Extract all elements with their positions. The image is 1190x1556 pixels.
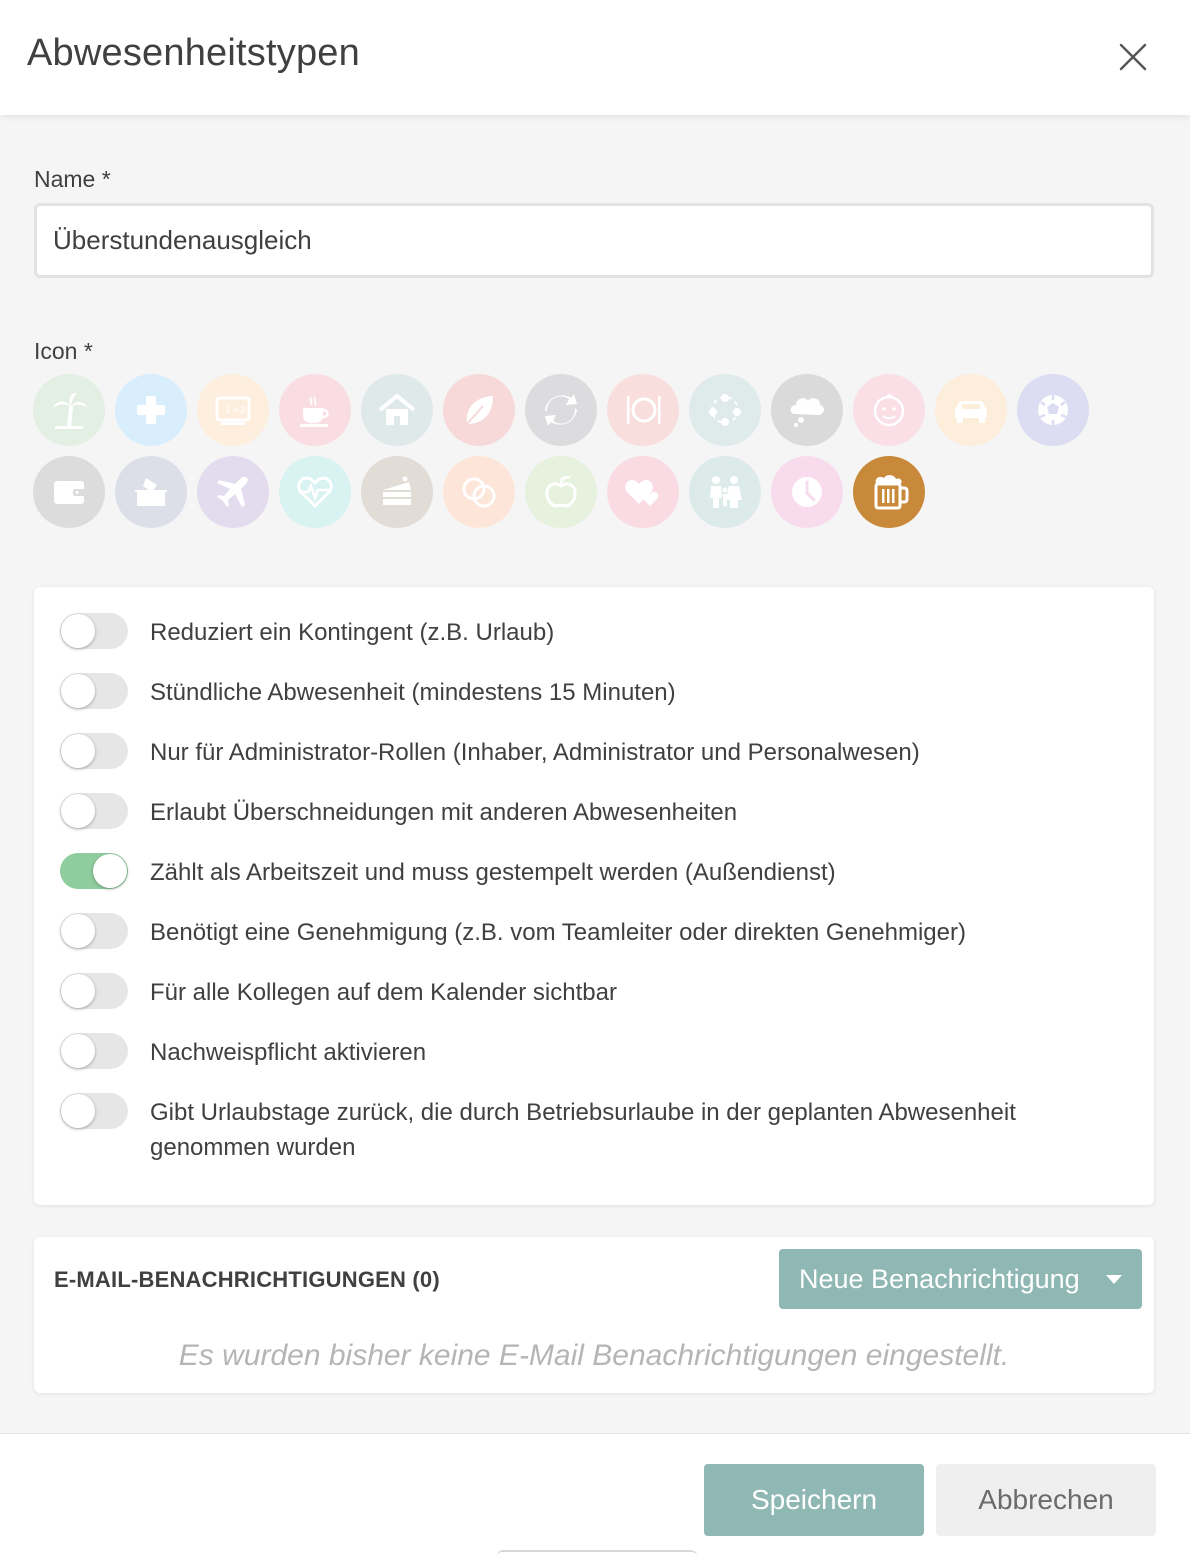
toggle-arbeitszeit[interactable]: [60, 853, 128, 889]
dinner-plate-icon: [621, 388, 665, 432]
cake-slice-icon: [375, 470, 419, 514]
hearts-icon: [621, 470, 665, 514]
house-icon: [375, 388, 419, 432]
toggle-nachweis[interactable]: [60, 1033, 128, 1069]
icon-option-wallet[interactable]: [33, 456, 105, 528]
icon-option-dinner-plate[interactable]: [607, 374, 679, 446]
setting-label: Gibt Urlaubstage zurück, die durch Betriebsurlaube in der geplanten Abwesenheit genommen wurden: [150, 1099, 1016, 1161]
icon-option-heartbeat[interactable]: [279, 456, 351, 528]
toggle-overlap[interactable]: [60, 793, 128, 829]
save-button[interactable]: Speichern: [704, 1464, 924, 1536]
icon-option-palm-tree[interactable]: [33, 374, 105, 446]
empty-notifications-message: Es wurden bisher keine E-Mail Benachrichtigungen eingestellt.: [178, 1339, 1010, 1372]
airplane-icon: [211, 470, 255, 514]
setting-label: Reduziert ein Kontingent (z.B. Urlaub): [150, 619, 555, 646]
icon-option-ballot-box[interactable]: [115, 456, 187, 528]
toggle-admin-only[interactable]: [60, 733, 128, 769]
setting-label: Benötigt eine Genehmigung (z.B. vom Teamleiter oder direkten Genehmiger): [150, 919, 966, 946]
new-notification-button[interactable]: [779, 1249, 1142, 1309]
clock-icon: [785, 470, 829, 514]
new-notification-label: Neue Benachrichtigung: [799, 1263, 1080, 1294]
icon-option-beer-mug[interactable]: [853, 456, 925, 528]
caret-down-icon: [1106, 1275, 1122, 1284]
toggle-knob: [61, 794, 95, 828]
toggle-knob: [61, 1034, 95, 1068]
close-button[interactable]: [1110, 34, 1156, 80]
name-label: Name *: [34, 166, 111, 192]
icon-option-calculator-board[interactable]: [197, 374, 269, 446]
car-icon: [949, 388, 993, 432]
icon-option-cake-slice[interactable]: [361, 456, 433, 528]
icon-option-clock[interactable]: [771, 456, 843, 528]
icon-option-airplane[interactable]: [197, 456, 269, 528]
icon-option-baby-face[interactable]: [853, 374, 925, 446]
settings-card: [34, 587, 1154, 1205]
calculator-board-icon: [211, 388, 255, 432]
icon-option-medical-cross[interactable]: [115, 374, 187, 446]
dialog-header: [0, 0, 1190, 115]
toggle-knob: [61, 734, 95, 768]
icon-option-house[interactable]: [361, 374, 433, 446]
email-notifications-card: [34, 1237, 1154, 1393]
toggle-urlaubstage[interactable]: [60, 1093, 128, 1129]
icon-option-arrows-cycle[interactable]: [525, 374, 597, 446]
arrows-cycle-icon: [539, 388, 583, 432]
apple-icon: [539, 470, 583, 514]
email-notifications-title: E-MAIL-BENACHRICHTIGUNGEN (0): [54, 1267, 440, 1292]
scroll-indicator: [497, 1550, 697, 1556]
setting-label: Zählt als Arbeitszeit und muss gestempelt werden (Außendienst): [150, 859, 836, 886]
icon-option-rings[interactable]: [443, 456, 515, 528]
medical-cross-icon: [129, 388, 173, 432]
icon-option-car[interactable]: [935, 374, 1007, 446]
toggle-kontingent[interactable]: [60, 613, 128, 649]
icon-option-coffee-cup[interactable]: [279, 374, 351, 446]
team-circle-icon: [703, 388, 747, 432]
coffee-cup-icon: [293, 388, 337, 432]
setting-label: Für alle Kollegen auf dem Kalender sichtbar: [150, 979, 617, 1006]
setting-label: Nur für Administrator-Rollen (Inhaber, Administrator und Personalwesen): [150, 739, 920, 766]
icon-option-family[interactable]: [689, 456, 761, 528]
cancel-button[interactable]: Abbrechen: [936, 1464, 1156, 1536]
soccer-ball-icon: [1031, 388, 1075, 432]
toggle-genehmigung[interactable]: [60, 913, 128, 949]
toggle-knob: [61, 1094, 95, 1128]
ballot-box-icon: [129, 470, 173, 514]
setting-label: Erlaubt Überschneidungen mit anderen Abwesenheiten: [150, 799, 738, 826]
icon-label: Icon *: [34, 338, 93, 364]
leaf-icon: [457, 388, 501, 432]
toggle-knob: [61, 974, 95, 1008]
close-icon: [1110, 34, 1156, 80]
toggle-knob: [61, 614, 95, 648]
beer-mug-icon: [867, 470, 911, 514]
icon-option-leaf[interactable]: [443, 374, 515, 446]
icon-option-thought-cloud[interactable]: [771, 374, 843, 446]
palm-tree-icon: [47, 388, 91, 432]
icon-option-team-circle[interactable]: [689, 374, 761, 446]
toggle-stuendlich[interactable]: [60, 673, 128, 709]
thought-cloud-icon: [785, 388, 829, 432]
toggle-knob: [61, 674, 95, 708]
dialog-footer: [0, 1433, 1190, 1556]
heartbeat-icon: [293, 470, 337, 514]
rings-icon: [457, 470, 501, 514]
setting-label: Nachweispflicht aktivieren: [150, 1039, 427, 1066]
name-input[interactable]: [34, 203, 1154, 278]
family-icon: [703, 470, 747, 514]
baby-face-icon: [867, 388, 911, 432]
toggle-knob: [93, 854, 127, 888]
dialog-title: Abwesenheitstypen: [27, 32, 360, 74]
icon-option-apple[interactable]: [525, 456, 597, 528]
icon-option-hearts[interactable]: [607, 456, 679, 528]
svg-text:1+2: 1+2: [225, 405, 247, 416]
wallet-icon: [47, 470, 91, 514]
icon-option-soccer-ball[interactable]: [1017, 374, 1089, 446]
toggle-kalender[interactable]: [60, 973, 128, 1009]
icon-picker: [33, 374, 1153, 534]
setting-label: Stündliche Abwesenheit (mindestens 15 Minuten): [150, 679, 676, 706]
toggle-knob: [61, 914, 95, 948]
